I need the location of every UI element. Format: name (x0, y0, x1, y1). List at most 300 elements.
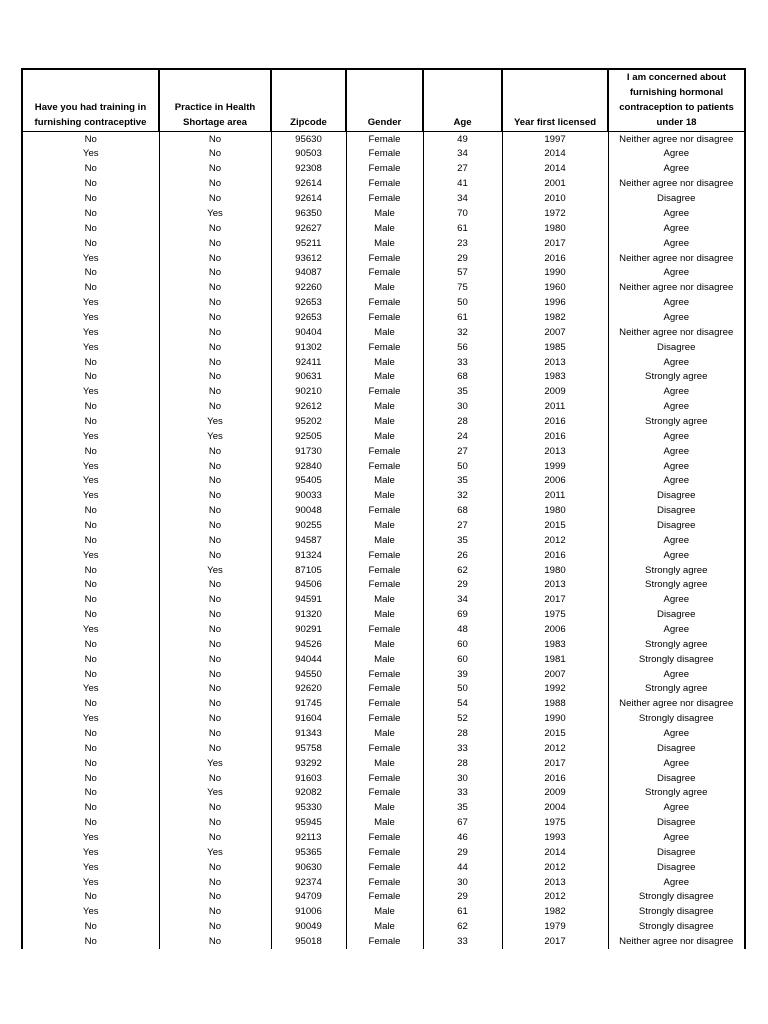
cell-age: 61 (423, 310, 502, 325)
cell-age: 33 (423, 786, 502, 801)
cell-concern: Neither agree nor disagree (608, 281, 745, 296)
cell-year-licensed: 2017 (502, 756, 608, 771)
cell-health-shortage: No (159, 920, 271, 935)
cell-health-shortage: Yes (159, 845, 271, 860)
cell-age: 33 (423, 741, 502, 756)
cell-gender: Male (346, 355, 423, 370)
cell-zipcode: 92840 (271, 459, 346, 474)
cell-health-shortage: No (159, 251, 271, 266)
cell-gender: Female (346, 830, 423, 845)
cell-age: 62 (423, 563, 502, 578)
table-row (22, 533, 745, 548)
cell-training: No (22, 801, 159, 816)
table-row (22, 489, 745, 504)
cell-zipcode: 95211 (271, 236, 346, 251)
cell-zipcode: 92620 (271, 682, 346, 697)
cell-year-licensed: 1997 (502, 132, 608, 147)
cell-health-shortage: No (159, 295, 271, 310)
cell-training: No (22, 563, 159, 578)
cell-concern: Strongly disagree (608, 905, 745, 920)
cell-zipcode: 90049 (271, 920, 346, 935)
table-row (22, 281, 745, 296)
header-age: Age (423, 69, 502, 132)
table-row (22, 726, 745, 741)
cell-concern: Agree (608, 147, 745, 162)
cell-gender: Female (346, 147, 423, 162)
cell-zipcode: 94044 (271, 652, 346, 667)
cell-zipcode: 90503 (271, 147, 346, 162)
cell-health-shortage: No (159, 325, 271, 340)
cell-training: Yes (22, 622, 159, 637)
cell-health-shortage: No (159, 741, 271, 756)
cell-zipcode: 95365 (271, 845, 346, 860)
cell-training: No (22, 162, 159, 177)
cell-zipcode: 91343 (271, 726, 346, 741)
cell-concern: Agree (608, 221, 745, 236)
cell-age: 35 (423, 801, 502, 816)
cell-age: 34 (423, 191, 502, 206)
cell-zipcode: 92627 (271, 221, 346, 236)
cell-concern: Strongly disagree (608, 712, 745, 727)
table-row (22, 310, 745, 325)
table-row (22, 667, 745, 682)
cell-zipcode: 95630 (271, 132, 346, 147)
cell-training: No (22, 578, 159, 593)
cell-concern: Agree (608, 295, 745, 310)
cell-age: 28 (423, 414, 502, 429)
cell-zipcode: 95202 (271, 414, 346, 429)
cell-year-licensed: 1975 (502, 608, 608, 623)
cell-gender: Female (346, 890, 423, 905)
cell-gender: Female (346, 771, 423, 786)
table-row (22, 697, 745, 712)
cell-age: 68 (423, 370, 502, 385)
cell-year-licensed: 2012 (502, 860, 608, 875)
cell-gender: Female (346, 548, 423, 563)
cell-zipcode: 92374 (271, 875, 346, 890)
cell-health-shortage: No (159, 652, 271, 667)
cell-concern: Agree (608, 593, 745, 608)
cell-health-shortage: Yes (159, 206, 271, 221)
cell-concern: Neither agree nor disagree (608, 177, 745, 192)
cell-concern: Agree (608, 355, 745, 370)
cell-zipcode: 90255 (271, 518, 346, 533)
cell-year-licensed: 2015 (502, 726, 608, 741)
table-row (22, 162, 745, 177)
cell-training: No (22, 726, 159, 741)
cell-gender: Female (346, 459, 423, 474)
cell-age: 39 (423, 667, 502, 682)
cell-health-shortage: No (159, 578, 271, 593)
cell-gender: Male (346, 801, 423, 816)
table-row (22, 563, 745, 578)
cell-training: No (22, 132, 159, 147)
cell-training: Yes (22, 548, 159, 563)
cell-health-shortage: No (159, 593, 271, 608)
table-row (22, 266, 745, 281)
cell-health-shortage: No (159, 637, 271, 652)
cell-zipcode: 90033 (271, 489, 346, 504)
cell-zipcode: 91324 (271, 548, 346, 563)
cell-year-licensed: 1990 (502, 266, 608, 281)
cell-health-shortage: No (159, 162, 271, 177)
cell-age: 29 (423, 845, 502, 860)
table-row (22, 756, 745, 771)
cell-training: No (22, 771, 159, 786)
cell-age: 29 (423, 890, 502, 905)
table-body (22, 132, 745, 950)
cell-training: No (22, 399, 159, 414)
cell-gender: Female (346, 563, 423, 578)
cell-health-shortage: No (159, 667, 271, 682)
table-row (22, 652, 745, 667)
cell-training: Yes (22, 830, 159, 845)
cell-concern: Agree (608, 667, 745, 682)
cell-health-shortage: No (159, 444, 271, 459)
cell-concern: Agree (608, 622, 745, 637)
cell-concern: Agree (608, 162, 745, 177)
cell-year-licensed: 2016 (502, 771, 608, 786)
cell-year-licensed: 2013 (502, 355, 608, 370)
cell-age: 32 (423, 325, 502, 340)
table-row (22, 503, 745, 518)
cell-year-licensed: 2013 (502, 875, 608, 890)
cell-zipcode: 94591 (271, 593, 346, 608)
cell-year-licensed: 2014 (502, 845, 608, 860)
cell-concern: Disagree (608, 503, 745, 518)
cell-year-licensed: 1988 (502, 697, 608, 712)
cell-training: Yes (22, 325, 159, 340)
cell-year-licensed: 1990 (502, 712, 608, 727)
cell-zipcode: 91603 (271, 771, 346, 786)
table-row (22, 474, 745, 489)
cell-year-licensed: 1972 (502, 206, 608, 221)
cell-year-licensed: 2017 (502, 236, 608, 251)
cell-gender: Male (346, 518, 423, 533)
cell-training: Yes (22, 385, 159, 400)
cell-health-shortage: No (159, 340, 271, 355)
cell-age: 60 (423, 652, 502, 667)
cell-gender: Male (346, 399, 423, 414)
cell-zipcode: 92113 (271, 830, 346, 845)
cell-training: No (22, 593, 159, 608)
cell-concern: Agree (608, 726, 745, 741)
cell-gender: Male (346, 429, 423, 444)
cell-concern: Disagree (608, 191, 745, 206)
cell-health-shortage: Yes (159, 786, 271, 801)
cell-concern: Disagree (608, 741, 745, 756)
cell-gender: Female (346, 340, 423, 355)
cell-training: No (22, 177, 159, 192)
cell-age: 32 (423, 489, 502, 504)
table-row (22, 444, 745, 459)
table-row (22, 370, 745, 385)
cell-concern: Neither agree nor disagree (608, 325, 745, 340)
cell-zipcode: 90048 (271, 503, 346, 518)
cell-health-shortage: Yes (159, 756, 271, 771)
cell-concern: Agree (608, 236, 745, 251)
cell-training: No (22, 608, 159, 623)
cell-age: 44 (423, 860, 502, 875)
table-row (22, 801, 745, 816)
cell-gender: Female (346, 385, 423, 400)
cell-year-licensed: 2004 (502, 801, 608, 816)
cell-age: 62 (423, 920, 502, 935)
cell-concern: Disagree (608, 340, 745, 355)
cell-zipcode: 91006 (271, 905, 346, 920)
cell-concern: Agree (608, 429, 745, 444)
cell-training: Yes (22, 489, 159, 504)
cell-training: No (22, 920, 159, 935)
cell-training: No (22, 221, 159, 236)
cell-health-shortage: No (159, 934, 271, 949)
table-row (22, 608, 745, 623)
cell-training: No (22, 697, 159, 712)
table-row (22, 414, 745, 429)
cell-year-licensed: 2011 (502, 489, 608, 504)
cell-age: 75 (423, 281, 502, 296)
cell-year-licensed: 1981 (502, 652, 608, 667)
cell-concern: Neither agree nor disagree (608, 934, 745, 949)
cell-health-shortage: No (159, 771, 271, 786)
cell-gender: Female (346, 266, 423, 281)
cell-age: 61 (423, 221, 502, 236)
cell-year-licensed: 1980 (502, 503, 608, 518)
cell-health-shortage: No (159, 236, 271, 251)
cell-zipcode: 92260 (271, 281, 346, 296)
cell-training: No (22, 533, 159, 548)
cell-zipcode: 95405 (271, 474, 346, 489)
cell-age: 30 (423, 771, 502, 786)
cell-gender: Male (346, 489, 423, 504)
cell-concern: Strongly agree (608, 637, 745, 652)
cell-health-shortage: No (159, 905, 271, 920)
cell-gender: Male (346, 370, 423, 385)
cell-training: Yes (22, 295, 159, 310)
cell-gender: Male (346, 533, 423, 548)
cell-gender: Female (346, 845, 423, 860)
cell-gender: Female (346, 251, 423, 266)
cell-concern: Agree (608, 474, 745, 489)
table-row (22, 206, 745, 221)
cell-concern: Agree (608, 310, 745, 325)
cell-zipcode: 92411 (271, 355, 346, 370)
cell-zipcode: 94550 (271, 667, 346, 682)
cell-zipcode: 93612 (271, 251, 346, 266)
table-row (22, 905, 745, 920)
cell-training: No (22, 355, 159, 370)
cell-year-licensed: 2007 (502, 325, 608, 340)
cell-age: 61 (423, 905, 502, 920)
cell-age: 27 (423, 444, 502, 459)
cell-year-licensed: 2012 (502, 890, 608, 905)
cell-gender: Female (346, 741, 423, 756)
cell-year-licensed: 2006 (502, 622, 608, 637)
cell-training: Yes (22, 251, 159, 266)
table-row (22, 741, 745, 756)
table-row (22, 934, 745, 949)
cell-zipcode: 94526 (271, 637, 346, 652)
table-row (22, 459, 745, 474)
cell-year-licensed: 1982 (502, 310, 608, 325)
cell-age: 27 (423, 162, 502, 177)
cell-gender: Female (346, 622, 423, 637)
cell-concern: Neither agree nor disagree (608, 697, 745, 712)
cell-training: Yes (22, 682, 159, 697)
cell-zipcode: 92612 (271, 399, 346, 414)
cell-health-shortage: No (159, 860, 271, 875)
cell-year-licensed: 2013 (502, 444, 608, 459)
cell-age: 33 (423, 934, 502, 949)
cell-concern: Agree (608, 399, 745, 414)
cell-year-licensed: 1982 (502, 905, 608, 920)
cell-gender: Female (346, 444, 423, 459)
cell-training: No (22, 934, 159, 949)
cell-concern: Strongly disagree (608, 920, 745, 935)
cell-concern: Agree (608, 548, 745, 563)
table-row (22, 712, 745, 727)
table-row (22, 622, 745, 637)
cell-concern: Disagree (608, 771, 745, 786)
cell-age: 35 (423, 474, 502, 489)
cell-zipcode: 91745 (271, 697, 346, 712)
cell-age: 34 (423, 147, 502, 162)
cell-gender: Male (346, 325, 423, 340)
cell-training: Yes (22, 474, 159, 489)
table-row (22, 816, 745, 831)
cell-health-shortage: No (159, 474, 271, 489)
cell-year-licensed: 2014 (502, 147, 608, 162)
cell-gender: Male (346, 816, 423, 831)
table-row (22, 830, 745, 845)
cell-training: No (22, 266, 159, 281)
cell-zipcode: 94709 (271, 890, 346, 905)
cell-zipcode: 94587 (271, 533, 346, 548)
cell-age: 50 (423, 459, 502, 474)
header-concern-under-18: I am concerned about furnishing hormonal contraception to patients under 18 (608, 69, 745, 132)
cell-training: No (22, 816, 159, 831)
cell-year-licensed: 1999 (502, 459, 608, 474)
cell-concern: Strongly agree (608, 786, 745, 801)
table-row (22, 399, 745, 414)
cell-age: 50 (423, 295, 502, 310)
cell-zipcode: 90210 (271, 385, 346, 400)
cell-training: Yes (22, 310, 159, 325)
cell-year-licensed: 2016 (502, 251, 608, 266)
cell-year-licensed: 2012 (502, 533, 608, 548)
cell-zipcode: 92505 (271, 429, 346, 444)
table-row (22, 890, 745, 905)
cell-health-shortage: Yes (159, 429, 271, 444)
table-row (22, 221, 745, 236)
cell-gender: Female (346, 712, 423, 727)
cell-concern: Agree (608, 459, 745, 474)
cell-health-shortage: No (159, 355, 271, 370)
cell-year-licensed: 2015 (502, 518, 608, 533)
cell-health-shortage: Yes (159, 414, 271, 429)
cell-age: 24 (423, 429, 502, 444)
cell-concern: Strongly agree (608, 682, 745, 697)
cell-health-shortage: No (159, 503, 271, 518)
cell-year-licensed: 2010 (502, 191, 608, 206)
cell-gender: Male (346, 593, 423, 608)
cell-gender: Female (346, 682, 423, 697)
cell-age: 33 (423, 355, 502, 370)
table-row (22, 920, 745, 935)
cell-concern: Neither agree nor disagree (608, 251, 745, 266)
cell-zipcode: 96350 (271, 206, 346, 221)
cell-gender: Male (346, 608, 423, 623)
cell-health-shortage: No (159, 370, 271, 385)
cell-year-licensed: 2016 (502, 548, 608, 563)
cell-year-licensed: 1985 (502, 340, 608, 355)
cell-concern: Strongly disagree (608, 652, 745, 667)
cell-training: Yes (22, 860, 159, 875)
cell-training: No (22, 652, 159, 667)
cell-year-licensed: 1980 (502, 221, 608, 236)
cell-gender: Male (346, 726, 423, 741)
cell-zipcode: 95945 (271, 816, 346, 831)
cell-training: No (22, 236, 159, 251)
cell-year-licensed: 1983 (502, 370, 608, 385)
cell-training: No (22, 667, 159, 682)
cell-gender: Male (346, 236, 423, 251)
cell-training: No (22, 503, 159, 518)
cell-age: 67 (423, 816, 502, 831)
cell-training: No (22, 890, 159, 905)
cell-year-licensed: 1960 (502, 281, 608, 296)
cell-health-shortage: No (159, 682, 271, 697)
cell-age: 28 (423, 756, 502, 771)
cell-year-licensed: 2009 (502, 385, 608, 400)
cell-zipcode: 93292 (271, 756, 346, 771)
table-row (22, 147, 745, 162)
cell-health-shortage: No (159, 890, 271, 905)
cell-training: No (22, 756, 159, 771)
cell-year-licensed: 2012 (502, 741, 608, 756)
header-gender: Gender (346, 69, 423, 132)
survey-table (21, 68, 746, 949)
cell-concern: Agree (608, 206, 745, 221)
cell-training: Yes (22, 845, 159, 860)
cell-training: Yes (22, 712, 159, 727)
cell-zipcode: 92653 (271, 295, 346, 310)
cell-age: 29 (423, 251, 502, 266)
cell-gender: Male (346, 637, 423, 652)
cell-health-shortage: No (159, 801, 271, 816)
cell-concern: Disagree (608, 845, 745, 860)
cell-zipcode: 92653 (271, 310, 346, 325)
cell-health-shortage: No (159, 191, 271, 206)
cell-training: No (22, 518, 159, 533)
cell-gender: Female (346, 875, 423, 890)
cell-health-shortage: No (159, 221, 271, 236)
cell-age: 35 (423, 533, 502, 548)
table-row (22, 845, 745, 860)
cell-concern: Agree (608, 875, 745, 890)
cell-age: 49 (423, 132, 502, 147)
cell-year-licensed: 2014 (502, 162, 608, 177)
cell-training: Yes (22, 429, 159, 444)
cell-age: 46 (423, 830, 502, 845)
cell-gender: Female (346, 786, 423, 801)
cell-health-shortage: Yes (159, 563, 271, 578)
cell-concern: Neither agree nor disagree (608, 132, 745, 147)
cell-zipcode: 95330 (271, 801, 346, 816)
cell-health-shortage: No (159, 875, 271, 890)
cell-year-licensed: 1975 (502, 816, 608, 831)
cell-health-shortage: No (159, 147, 271, 162)
